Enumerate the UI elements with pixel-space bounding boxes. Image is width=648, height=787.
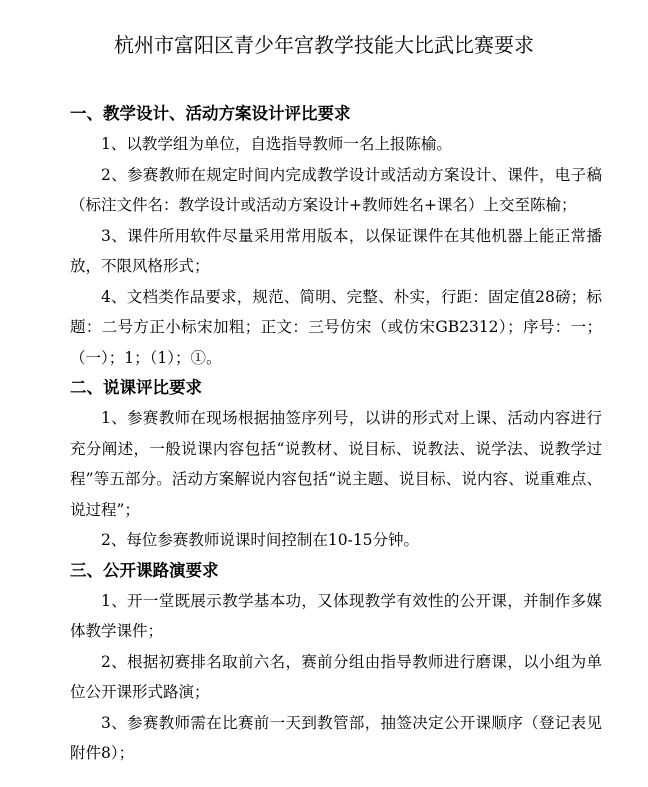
section-teaching-design	[70, 99, 602, 373]
paragraph: 2、根据初赛排名取前六名，赛前分组由指导教师进行磨课，以小组为单位公开课形式路演；	[70, 652, 602, 701]
section-open-class	[70, 556, 602, 769]
document-title: 杭州市富阳区青少年宫教学技能大比武比赛要求	[114, 33, 534, 57]
paragraph: 1、参赛教师在现场根据抽签序列号，以讲的形式对上课、活动内容进行充分阐述，一般说课内容包括“说教材、说目标、说教法、说学法、说教学过程”等五部分。活动方案解说内容包括“说主题、说目标、说内容、说重难点、说过程”；	[70, 409, 602, 519]
section-heading: 一、教学设计、活动方案设计评比要求	[70, 104, 351, 123]
paragraph: 1、以教学组为单位，自选指导教师一名上报陈榆。	[101, 135, 452, 153]
document-body	[70, 99, 602, 769]
paragraph: 3、参赛教师需在比赛前一天到教管部，抽签决定公开课顺序（登记表见附件8）；	[70, 713, 602, 762]
paragraph: 3、课件所用软件尽量采用常用版本，以保证课件在其他机器上能正常播放，不限风格形式；	[70, 226, 602, 275]
section-heading: 二、说课评比要求	[70, 378, 202, 397]
paragraph: 4、文档类作品要求，规范、简明、完整、朴实，行距：固定值28磅；标题：二号方正小标宋加粗；正文：三号仿宋（或仿宋GB2312）；序号：一；（一）；1；（1）；①。	[70, 287, 602, 367]
paragraph: 2、参赛教师在规定时间内完成教学设计或活动方案设计、课件，电子稿（标注文件名：教学设计或活动方案设计+教师姓名+课名）上交至陈榆；	[70, 165, 602, 214]
paragraph: 1、开一堂既展示教学基本功，又体现教学有效性的公开课，并制作多媒体教学课件；	[70, 591, 602, 640]
paragraph: 2、每位参赛教师说课时间控制在10-15分钟。	[101, 531, 420, 549]
section-lesson-talk	[70, 373, 602, 556]
section-heading: 三、公开课路演要求	[70, 560, 219, 580]
